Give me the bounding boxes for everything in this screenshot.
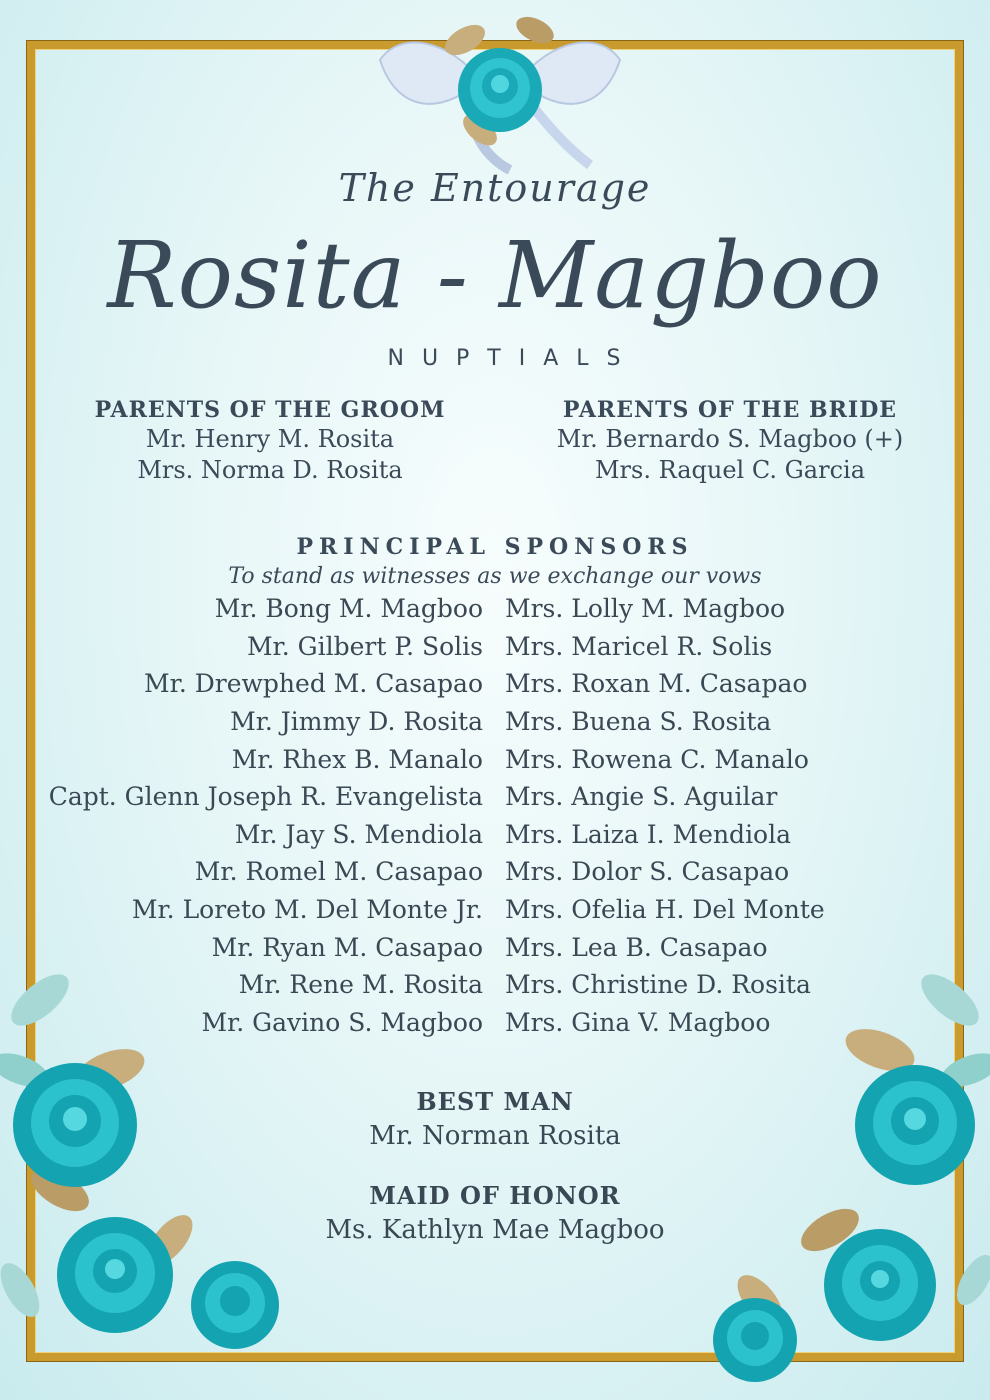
bride-parent-name: Mr. Bernardo S. Magboo (+) — [556, 425, 904, 453]
sponsor-male: Capt. Glenn Joseph R. Evangelista — [48, 782, 483, 812]
sponsor-female: Mrs. Buena S. Rosita — [505, 707, 772, 737]
sponsor-female: Mrs. Ofelia H. Del Monte — [505, 895, 825, 925]
parents-of-groom-heading: PARENTS OF THE GROOM — [94, 397, 446, 423]
principal-sponsors-list — [0, 590, 990, 1041]
sponsor-male: Mr. Jimmy D. Rosita — [230, 707, 483, 737]
sponsor-male: Mr. Loreto M. Del Monte Jr. — [131, 895, 483, 925]
entourage-subtitle: The Entourage — [338, 166, 652, 210]
sponsor-female: Mrs. Angie S. Aguilar — [505, 782, 778, 812]
sponsor-pair-row — [0, 590, 990, 628]
sponsor-pair-row — [0, 628, 990, 666]
sponsor-male: Mr. Rene M. Rosita — [238, 970, 483, 1000]
principal-sponsors-heading: PRINCIPAL SPONSORS — [296, 534, 694, 560]
maid-of-honor-name: Ms. Kathlyn Mae Magboo — [325, 1215, 665, 1245]
sponsor-pair-row — [0, 665, 990, 703]
sponsor-female: Mrs. Rowena C. Manalo — [505, 744, 809, 774]
sponsor-pair-row — [0, 703, 990, 741]
sponsor-female: Mrs. Dolor S. Casapao — [505, 857, 790, 887]
parents-of-bride-section — [530, 396, 930, 486]
sponsor-female: Mrs. Maricel R. Solis — [505, 631, 773, 661]
best-man-heading: BEST MAN — [416, 1087, 574, 1116]
sponsor-pair-row — [0, 891, 990, 929]
couple-names-title: Rosita - Magboo — [107, 222, 883, 329]
sponsor-female: Mrs. Christine D. Rosita — [505, 970, 811, 1000]
sponsor-female: Mrs. Roxan M. Casapao — [505, 669, 808, 699]
groom-parent-name: Mr. Henry M. Rosita — [145, 425, 395, 453]
groom-parent-name: Mrs. Norma D. Rosita — [137, 456, 403, 484]
sponsor-pair-row — [0, 740, 990, 778]
sponsor-male: Mr. Gavino S. Magboo — [201, 1007, 483, 1037]
maid-of-honor-heading: MAID OF HONOR — [369, 1181, 621, 1210]
best-man-name: Mr. Norman Rosita — [369, 1121, 621, 1151]
sponsor-pair-row — [0, 853, 990, 891]
sponsor-pair-row — [0, 1004, 990, 1042]
sponsor-female: Mrs. Gina V. Magboo — [505, 1007, 771, 1037]
principal-sponsors-subheading: To stand as witnesses as we exchange our vows — [228, 564, 762, 589]
nuptials-label: NUPTIALS — [387, 346, 639, 371]
top-rose-ribbon-ornament — [360, 0, 640, 175]
sponsor-male: Mr. Gilbert P. Solis — [246, 631, 483, 661]
sponsor-male: Mr. Ryan M. Casapao — [211, 932, 483, 962]
sponsor-male: Mr. Romel M. Casapao — [194, 857, 483, 887]
parents-of-groom-section — [80, 396, 460, 486]
sponsor-pair-row — [0, 816, 990, 854]
sponsor-pair-row — [0, 928, 990, 966]
sponsor-male: Mr. Bong M. Magboo — [214, 594, 483, 624]
sponsor-female: Mrs. Laiza I. Mendiola — [505, 819, 792, 849]
sponsor-female: Mrs. Lea B. Casapao — [505, 932, 768, 962]
sponsor-male: Mr. Rhex B. Manalo — [231, 744, 483, 774]
sponsor-male: Mr. Drewphed M. Casapao — [144, 669, 483, 699]
sponsor-pair-row — [0, 778, 990, 816]
sponsor-pair-row — [0, 966, 990, 1004]
bride-parent-name: Mrs. Raquel C. Garcia — [594, 456, 866, 484]
sponsor-female: Mrs. Lolly M. Magboo — [505, 594, 786, 624]
parents-of-bride-heading: PARENTS OF THE BRIDE — [562, 397, 898, 423]
sponsor-male: Mr. Jay S. Mendiola — [234, 819, 483, 849]
